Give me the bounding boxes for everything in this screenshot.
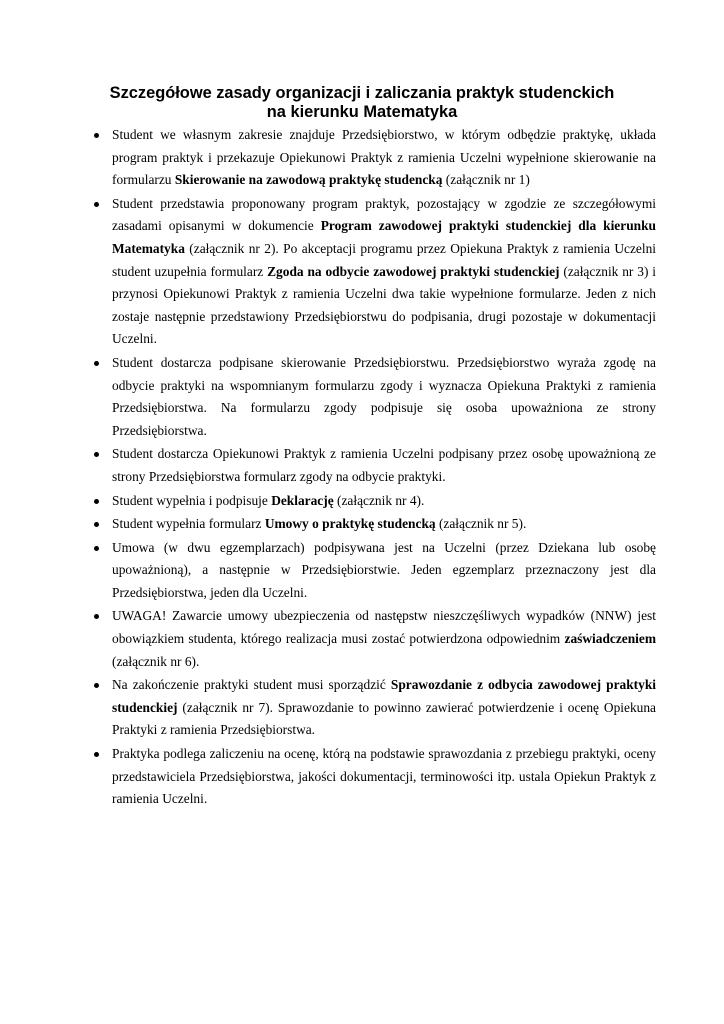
item-text: (załącznik nr 6). xyxy=(112,653,200,669)
bullet-icon xyxy=(94,361,99,366)
list-item xyxy=(112,674,656,742)
bullet-icon xyxy=(94,499,99,504)
bullet-icon xyxy=(94,133,99,138)
list-item xyxy=(112,124,656,192)
bullet-icon xyxy=(94,452,99,457)
list-item xyxy=(112,605,656,673)
item-bold-text: Skierowanie na zawodową praktykę studencką xyxy=(174,172,443,188)
list-item xyxy=(112,193,656,351)
item-bold-text: Program zawodowej praktyki studenckiej dla kierunku Matematyka xyxy=(112,218,656,256)
item-text: UWAGA! Zawarcie umowy ubezpieczenia od następstw nieszczęśliwych wypadków (NNW) jest obowiązkiem studenta, którego realizacja musi zostać potwierdzona odpowiednim xyxy=(112,608,656,647)
item-text: Student dostarcza Opiekunowi Praktyk z ramienia Uczelni podpisany przez osobę upoważnioną ze strony Przedsiębiorstwa formularz zgody na odbycie praktyki. xyxy=(112,446,656,484)
list-item xyxy=(112,513,656,536)
rules-list xyxy=(112,124,656,812)
bullet-icon xyxy=(94,683,99,688)
list-item xyxy=(112,743,656,811)
title-line-2: na kierunku Matematyka xyxy=(266,103,458,121)
list-item xyxy=(112,443,656,488)
item-text: (załącznik nr 7). Sprawozdanie to powinno zawierać potwierdzenie i ocenę Opiekuna Praktyki z ramienia Przedsiębiorstwa. xyxy=(112,699,656,738)
item-bold-text: Zgoda na odbycie zawodowej praktyki studenckiej xyxy=(267,263,560,279)
document-title xyxy=(0,84,724,122)
bullet-icon xyxy=(94,614,99,619)
item-text: Umowa (w dwu egzemplarzach) podpisywana jest na Uczelni (przez Dziekana lub osobę upoważnioną), a następnie w Przedsiębiorstwie. Jeden egzemplarz przeznaczony jest dla Przedsiębiorstwa, jeden dla Uczelni. xyxy=(112,539,656,600)
item-text: (załącznik nr 3) i przynosi Opiekunowi Praktyk z ramienia Uczelni dwa takie wypełnione formularze. Jeden z nich zostaje następnie przedstawiony Przedsiębiorstwu do podpisania, drugi pozostaje w dokumentacji Uczelni. xyxy=(112,263,656,347)
item-text: Student wypełnia i podpisuje xyxy=(112,492,272,508)
item-text: (załącznik nr 1) xyxy=(442,172,530,188)
item-text: (załącznik nr 2). Po akceptacji programu przez Opiekuna Praktyk z ramienia Uczelni student uzupełnia formularz xyxy=(112,240,656,279)
bullet-icon xyxy=(94,202,99,207)
bullet-icon xyxy=(94,546,99,551)
item-text: Student wypełnia formularz xyxy=(112,516,265,532)
item-text: Student przedstawia proponowany program praktyk, pozostający w zgodzie ze szczegółowymi zasadami opisanymi w dokumencie xyxy=(112,195,656,234)
item-text: (załącznik nr 5). xyxy=(435,516,527,532)
item-text: Student dostarcza podpisane skierowanie Przedsiębiorstwu. Przedsiębiorstwo wyraża zgodę na odbycie praktyki na wspomnianym formularzu zgody i wyznacza Opiekuna Praktyki z ramienia Przedsiębiorstwa. Na formularzu zgody podpisuje się osoba upoważniona ze strony Przedsiębiorstwa. xyxy=(112,354,656,438)
item-bold-text: zaświadczeniem xyxy=(564,631,656,647)
item-bold-text: Deklarację xyxy=(271,492,334,508)
list-item xyxy=(112,352,656,442)
bullet-icon xyxy=(94,522,99,527)
item-text: Student we własnym zakresie znajduje Przedsiębiorstwo, w którym odbędzie praktykę, układa program praktyk i przekazuje Opiekunowi Praktyk z ramienia Uczelni wypełnione skierowanie na formularzu xyxy=(112,127,656,188)
item-bold-text: Sprawozdanie z odbycia zawodowej praktyki studenckiej xyxy=(112,677,656,715)
bullet-icon xyxy=(94,752,99,757)
item-bold-text: Umowy o praktykę studencką xyxy=(264,516,436,532)
item-text: Praktyka podlega zaliczeniu na ocenę, którą na podstawie sprawozdania z przebiegu praktyki, oceny przedstawiciela Przedsiębiorstwa, jakości dokumentacji, terminowości itp. ustala Opiekun Praktyk z ramienia Uczelni. xyxy=(112,746,656,807)
item-text: Na zakończenie praktyki student musi sporządzić xyxy=(112,677,391,693)
title-line-1: Szczegółowe zasady organizacji i zaliczania praktyk studenckich xyxy=(109,84,615,102)
list-item xyxy=(112,537,656,605)
item-text: (załącznik nr 4). xyxy=(333,492,425,508)
list-item xyxy=(112,490,656,513)
